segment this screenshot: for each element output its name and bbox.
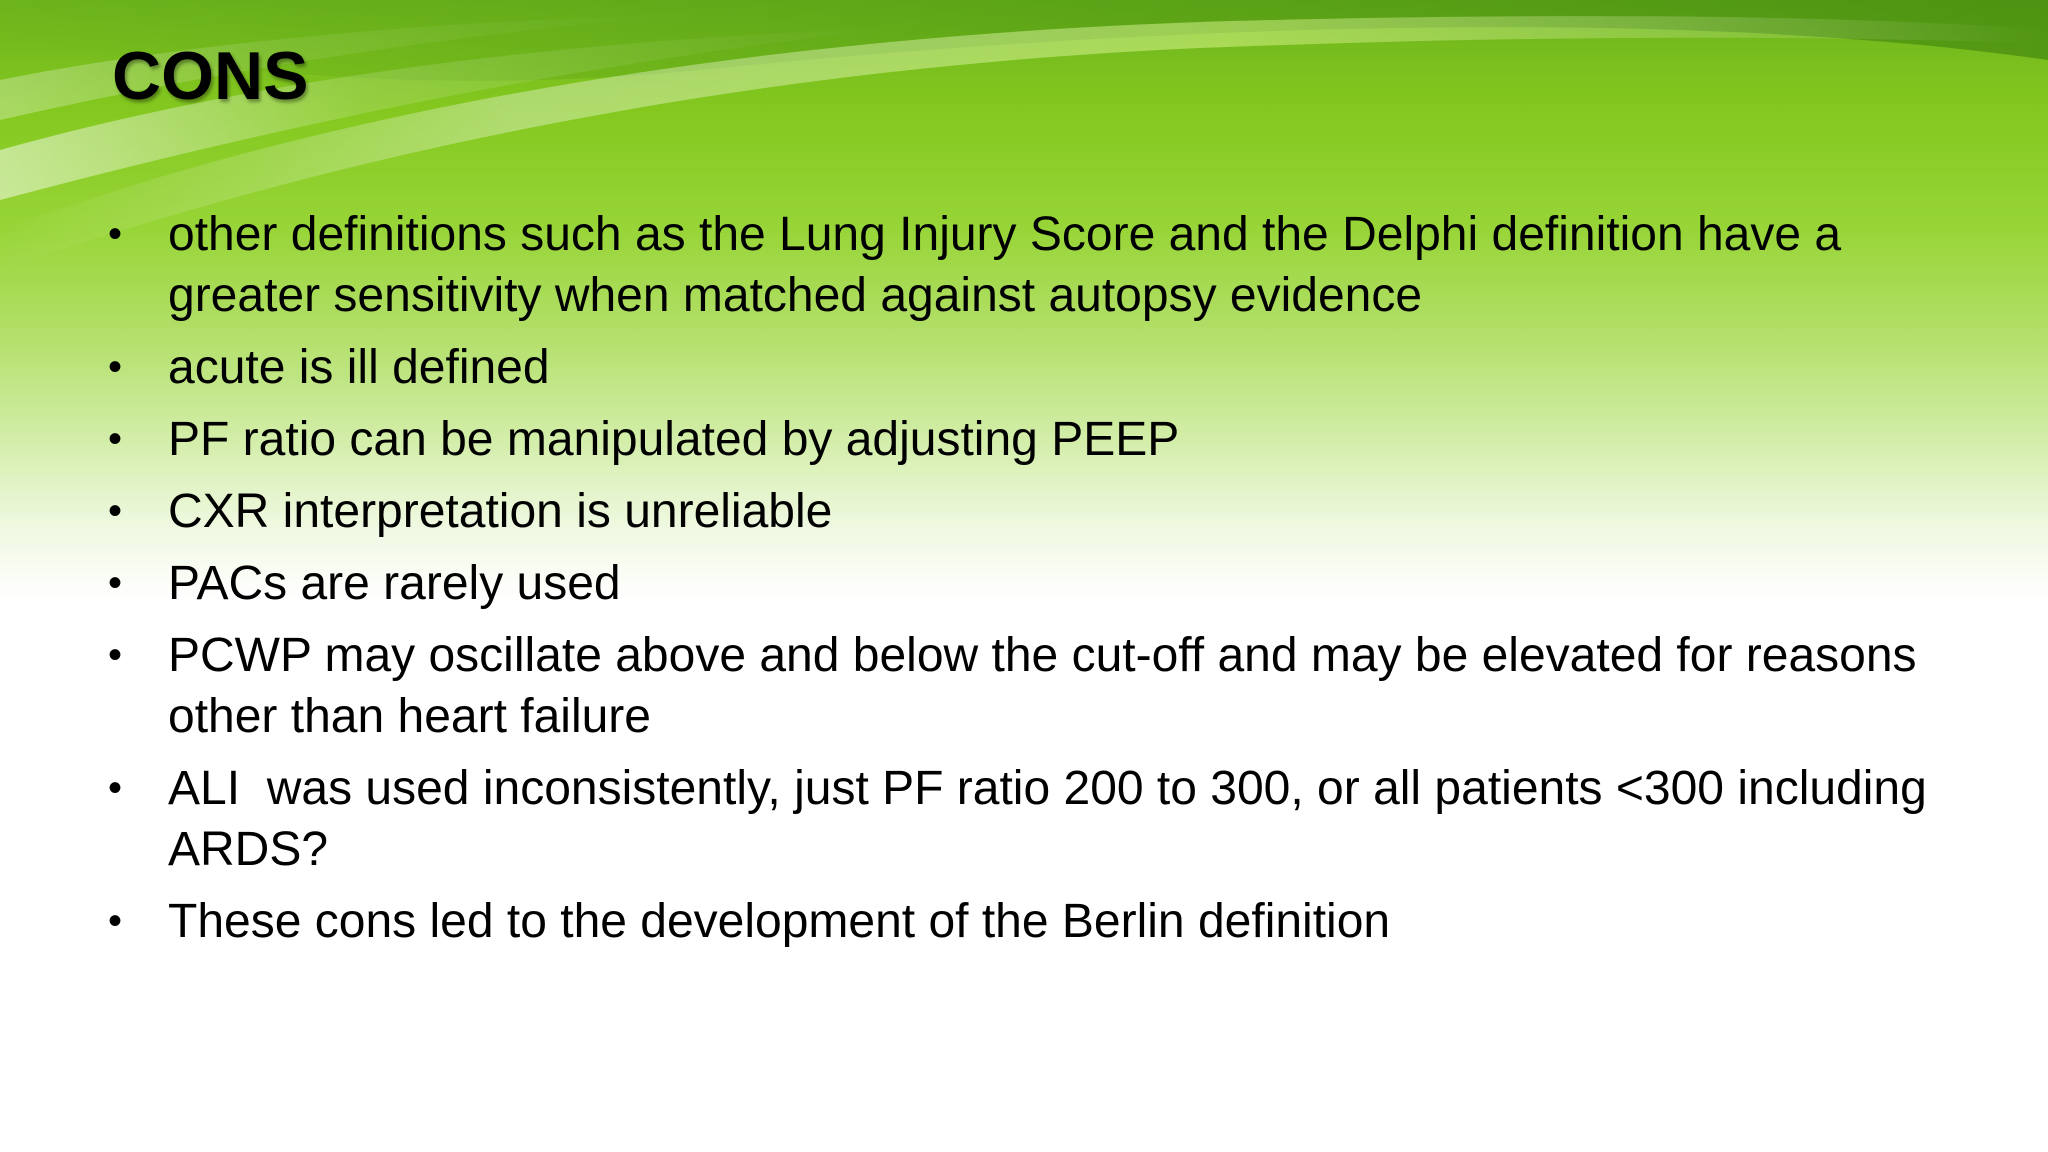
bullet-dot: •	[108, 345, 123, 389]
bullet-item	[0, 891, 1948, 952]
bullet-dot: •	[108, 417, 123, 461]
bullet-text: These cons led to the development of the Berlin definition	[168, 895, 1391, 948]
bullet-item	[0, 409, 1948, 470]
bullet-item	[0, 481, 1948, 542]
bullet-text: other definitions such as the Lung Injury Score and the Delphi definition have a greater sensitivity when matched against autopsy evidence	[168, 208, 1842, 322]
bullet-dot: •	[108, 212, 123, 256]
bullet-text: PF ratio can be manipulated by adjusting PEEP	[168, 413, 1180, 466]
bullet-item	[0, 204, 1948, 326]
slide-title: CONS	[112, 38, 309, 114]
bullet-text: PACs are rarely used	[168, 557, 621, 610]
bullet-text: ALI was used inconsistently, just PF ratio 200 to 300, or all patients <300 including ARDS?	[168, 762, 1938, 876]
bullet-dot: •	[108, 561, 123, 605]
bullet-dot: •	[108, 899, 123, 943]
bullet-text: CXR interpretation is unreliable	[168, 485, 833, 538]
bullet-item	[0, 625, 1948, 747]
bullet-dot: •	[108, 766, 123, 810]
bullet-dot: •	[108, 489, 123, 533]
bullet-text: acute is ill defined	[168, 341, 550, 394]
bullet-item	[0, 553, 1948, 614]
bullet-item	[0, 337, 1948, 398]
bullet-text: PCWP may oscillate above and below the cut-off and may be elevated for reasons other than heart failure	[168, 629, 1917, 743]
bullet-list	[0, 204, 2048, 963]
bullet-dot: •	[108, 633, 123, 677]
bullet-item	[0, 758, 1948, 880]
